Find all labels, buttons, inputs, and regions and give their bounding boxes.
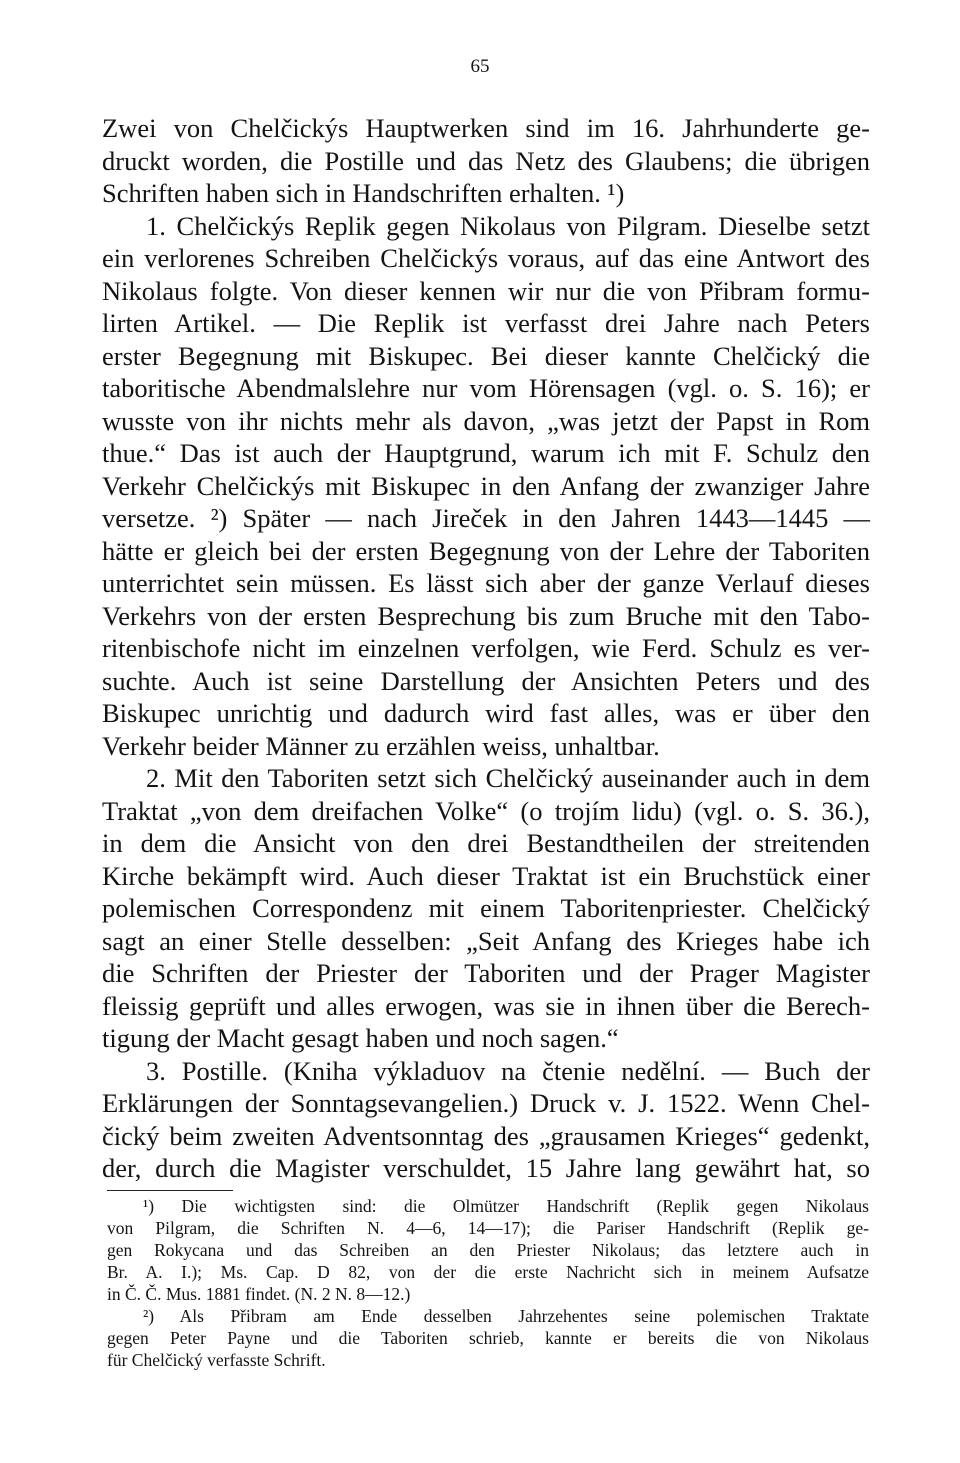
- text-line: Zwei von Chelčickýs Hauptwerken sind im 16. Jahrhunderte ge-: [102, 113, 870, 143]
- text-line: čický beim zweiten Adventsonntag des „grausamen Krieges“ gedenkt,: [102, 1120, 870, 1151]
- text-line: unterrichtet sein müssen. Es lässt sich aber der ganze Verlauf dieses: [102, 568, 870, 598]
- text-line: Traktat „von dem dreifachen Volke“ (o trojím lidu) (vgl. o. S. 36.),: [102, 795, 870, 826]
- text-line: tigung der Macht gesagt haben und noch sagen.“: [102, 1023, 619, 1053]
- text-line: hätte er gleich bei der ersten Begegnung von der Lehre der Taboriten: [102, 535, 870, 566]
- text-line: versetze. ²) Später — nach Jireček in den Jahren 1443—1445 —: [102, 503, 870, 533]
- footnote-line: gen Rokycana und das Schreiben an den Priester Nikolaus; das letztere auch in: [107, 1240, 869, 1260]
- text-line: in dem die Ansicht von den drei Bestandtheilen der streitenden: [102, 828, 870, 858]
- text-line: polemischen Correspondenz mit einem Taboritenpriester. Chelčický: [102, 893, 870, 923]
- text-line: sagt an einer Stelle desselben: „Seit Anfang des Krieges habe ich: [102, 925, 870, 956]
- text-line: fleissig geprüft und alles erwogen, was sie in ihnen über die Berech-: [102, 990, 870, 1021]
- text-line: Verkehrs von der ersten Besprechung bis zum Bruche mit den Tabo-: [102, 600, 870, 631]
- footnote-line: in Č. Č. Mus. 1881 findet. (N. 2 N. 8—12.): [107, 1284, 411, 1304]
- text-line: ein verlorenes Schreiben Chelčickýs voraus, auf das eine Antwort des: [102, 243, 870, 273]
- text-line: ritenbischofe nicht im einzelnen verfolgen, wie Ferd. Schulz es ver-: [102, 633, 870, 663]
- text-line: 3. Postille. (Kniha výkladuov na čtenie nedělní. — Buch der: [146, 1055, 870, 1086]
- text-line: 2. Mit den Taboriten setzt sich Chelčický auseinander auch in dem: [146, 763, 870, 793]
- text-line: Verkehr beider Männer zu erzählen weiss, unhaltbar.: [102, 730, 660, 761]
- footnote-line: von Pilgram, die Schriften N. 4—6, 14—17); die Pariser Handschrift (Replik ge-: [107, 1218, 869, 1238]
- text-line: suchte. Auch ist seine Darstellung der Ansichten Peters und des: [102, 665, 870, 696]
- text-line: lirten Artikel. — Die Replik ist verfasst drei Jahre nach Peters: [102, 308, 870, 338]
- footnote-divider: [107, 1190, 233, 1191]
- page-number: 65: [470, 56, 490, 77]
- text-line: Verkehr Chelčickýs mit Biskupec in den Anfang der zwanziger Jahre: [102, 470, 870, 501]
- footnotes: [107, 1195, 869, 1371]
- main-text: [102, 112, 870, 1185]
- text-line: druckt worden, die Postille und das Netz des Glaubens; die übrigen: [102, 145, 870, 176]
- footnote-line: für Chelčický verfasste Schrift.: [107, 1350, 326, 1370]
- text-line: Kirche bekämpft wird. Auch dieser Traktat ist ein Bruchstück einer: [102, 860, 870, 891]
- text-line: der, durch die Magister verschuldet, 15 Jahre lang gewährt hat, so: [102, 1153, 870, 1183]
- text-line: taboritische Abendmalslehre nur vom Hörensagen (vgl. o. S. 16); er: [102, 373, 870, 403]
- footnote-line: ²) Als Přibram am Ende desselben Jahrzehentes seine polemischen Traktate: [143, 1306, 869, 1326]
- text-line: 1. Chelčickýs Replik gegen Nikolaus von Pilgram. Dieselbe setzt: [146, 210, 870, 241]
- text-line: Nikolaus folgte. Von dieser kennen wir nur die von Přibram formu-: [102, 275, 870, 306]
- text-line: Schriften haben sich in Handschriften erhalten. ¹): [102, 178, 625, 208]
- footnote-line: Br. A. I.); Ms. Cap. D 82, von der die erste Nachricht sich in meinem Aufsatze: [107, 1262, 869, 1282]
- footnote-line: gegen Peter Payne und die Taboriten schrieb, kannte er bereits die von Nikolaus: [107, 1328, 869, 1348]
- text-line: wusste von ihr nichts mehr als davon, „was jetzt der Papst in Rom: [102, 405, 870, 436]
- text-line: Erklärungen der Sonntagsevangelien.) Druck v. J. 1522. Wenn Chel-: [102, 1088, 870, 1118]
- text-line: die Schriften der Priester der Taboriten und der Prager Magister: [102, 958, 870, 988]
- text-line: Biskupec unrichtig und dadurch wird fast alles, was er über den: [102, 698, 870, 728]
- footnote-line: ¹) Die wichtigsten sind: die Olmützer Handschrift (Replik gegen Nikolaus: [143, 1196, 869, 1216]
- text-line: erster Begegnung mit Biskupec. Bei dieser kannte Chelčický die: [102, 340, 870, 371]
- text-line: thue.“ Das ist auch der Hauptgrund, warum ich mit F. Schulz den: [102, 438, 870, 468]
